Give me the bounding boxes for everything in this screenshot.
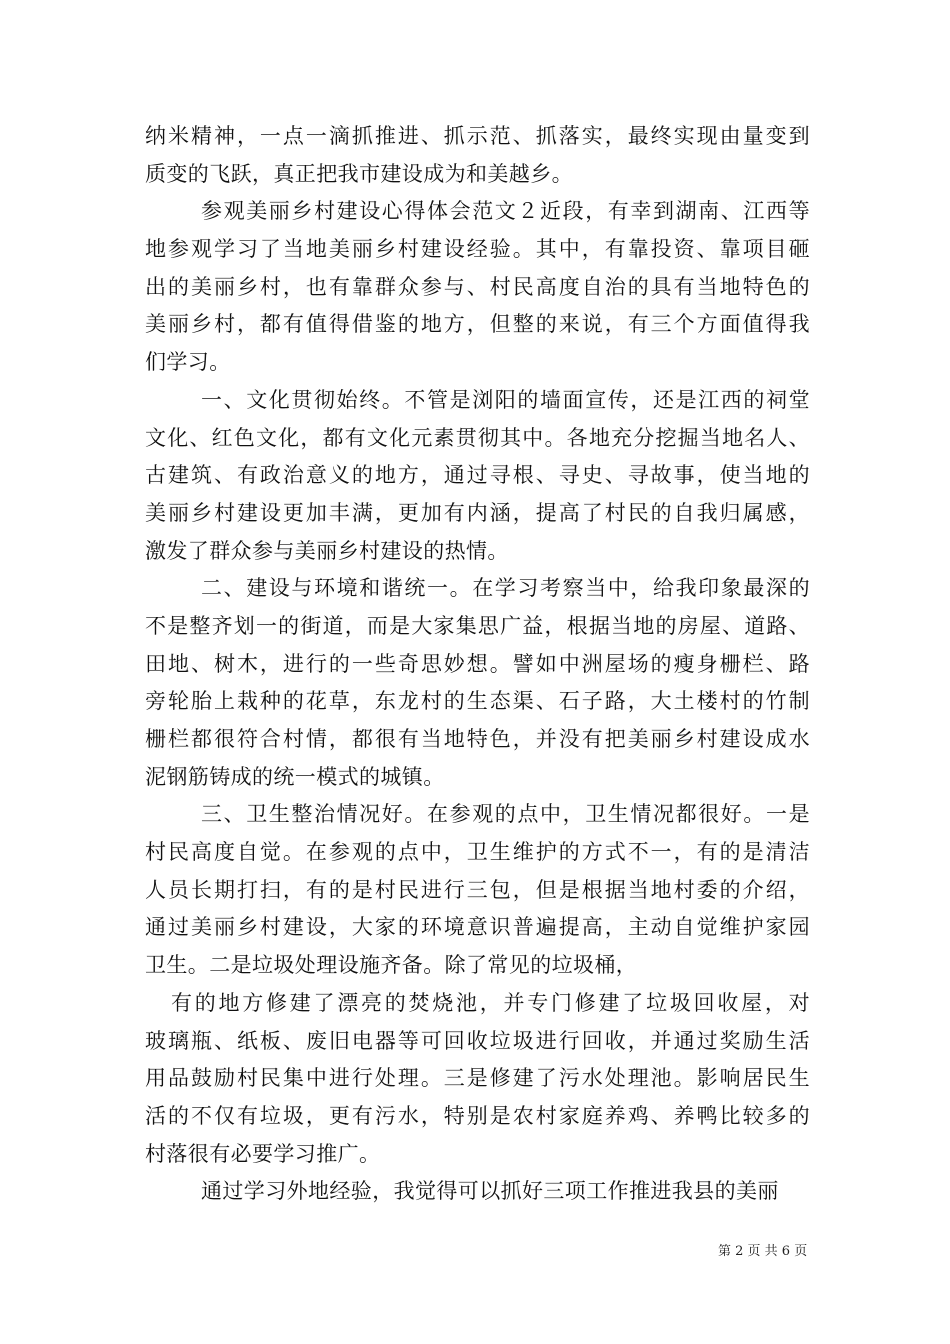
text-line: 活的不仅有垃圾，更有污水，特别是农村家庭养鸡、养鸭比较多的 (145, 1103, 810, 1128)
text-line: 质变的飞跃，真正把我市建设成为和美越乡。 (145, 161, 573, 186)
text-line: 泥钢筋铸成的统一模式的城镇。 (145, 764, 445, 789)
text-line: 文化、红色文化，都有文化元素贯彻其中。各地充分挖掘当地名人、 (145, 425, 810, 450)
text-line: 们学习。 (145, 350, 231, 375)
text-line: 村落很有必要学习推广。 (145, 1141, 381, 1166)
text-line: 村民高度自觉。在参观的点中，卫生维护的方式不一，有的是清洁 (145, 840, 810, 865)
text-line: 美丽乡村，都有值得借鉴的地方，但整的来说，有三个方面值得我 (145, 312, 810, 337)
text-line: 二、建设与环境和谐统一。在学习考察当中，给我印象最深的 (201, 576, 810, 601)
text-line: 纳米精神，一点一滴抓推进、抓示范、抓落实，最终实现由量变到 (145, 124, 810, 148)
text-line: 玻璃瓶、纸板、废旧电器等可回收垃圾进行回收，并通过奖励生活 (145, 1028, 810, 1053)
document-body (145, 118, 810, 1211)
text-line: 人员长期打扫，有的是村民进行三包，但是根据当地村委的介绍， (145, 877, 810, 902)
text-line: 旁轮胎上栽种的花草，东龙村的生态渠、石子路，大土楼村的竹制 (145, 689, 810, 714)
text-line: 古建筑、有政治意义的地方，通过寻根、寻史、寻故事，使当地的 (145, 463, 810, 488)
text-line: 通过美丽乡村建设，大家的环境意识普遍提高，主动自觉维护家园 (145, 915, 810, 940)
text-line: 田地、树木，进行的一些奇思妙想。譬如中洲屋场的瘦身栅栏、路 (145, 651, 810, 676)
text-line: 出的美丽乡村，也有靠群众参与、村民高度自治的具有当地特色的 (145, 274, 810, 299)
text-line: 用品鼓励村民集中进行处理。三是修建了污水处理池。影响居民生 (145, 1066, 810, 1091)
text-line: 激发了群众参与美丽乡村建设的热情。 (145, 538, 509, 563)
page-number-footer: 第 2 页 共 6 页 (718, 1244, 808, 1259)
text-line: 一、文化贯彻始终。不管是浏阳的墙面宣传，还是江西的祠堂 (201, 387, 810, 412)
text-line: 栅栏都很符合村情，都很有当地特色，并没有把美丽乡村建设成水 (145, 727, 810, 751)
text-line: 美丽乡村建设更加丰满，更加有内涵，提高了村民的自我归属感， (145, 500, 810, 525)
text-line: 不是整齐划一的街道，而是大家集思广益，根据当地的房屋、道路、 (145, 613, 810, 638)
text-line: 地参观学习了当地美丽乡村建设经验。其中，有靠投资、靠项目砸 (145, 237, 810, 262)
text-line: 参观美丽乡村建设心得体会范文２近段，有幸到湖南、江西等 (201, 199, 810, 224)
text-line: 通过学习外地经验，我觉得可以抓好三项工作推进我县的美丽 (201, 1179, 779, 1204)
text-line: 三、卫生整治情况好。在参观的点中，卫生情况都很好。一是 (201, 802, 810, 827)
text-line: 卫生。二是垃圾处理设施齐备。除了常见的垃圾桶， (145, 953, 638, 978)
text-line: 有的地方修建了漂亮的焚烧池，并专门修建了垃圾回收屋，对 (171, 990, 810, 1015)
